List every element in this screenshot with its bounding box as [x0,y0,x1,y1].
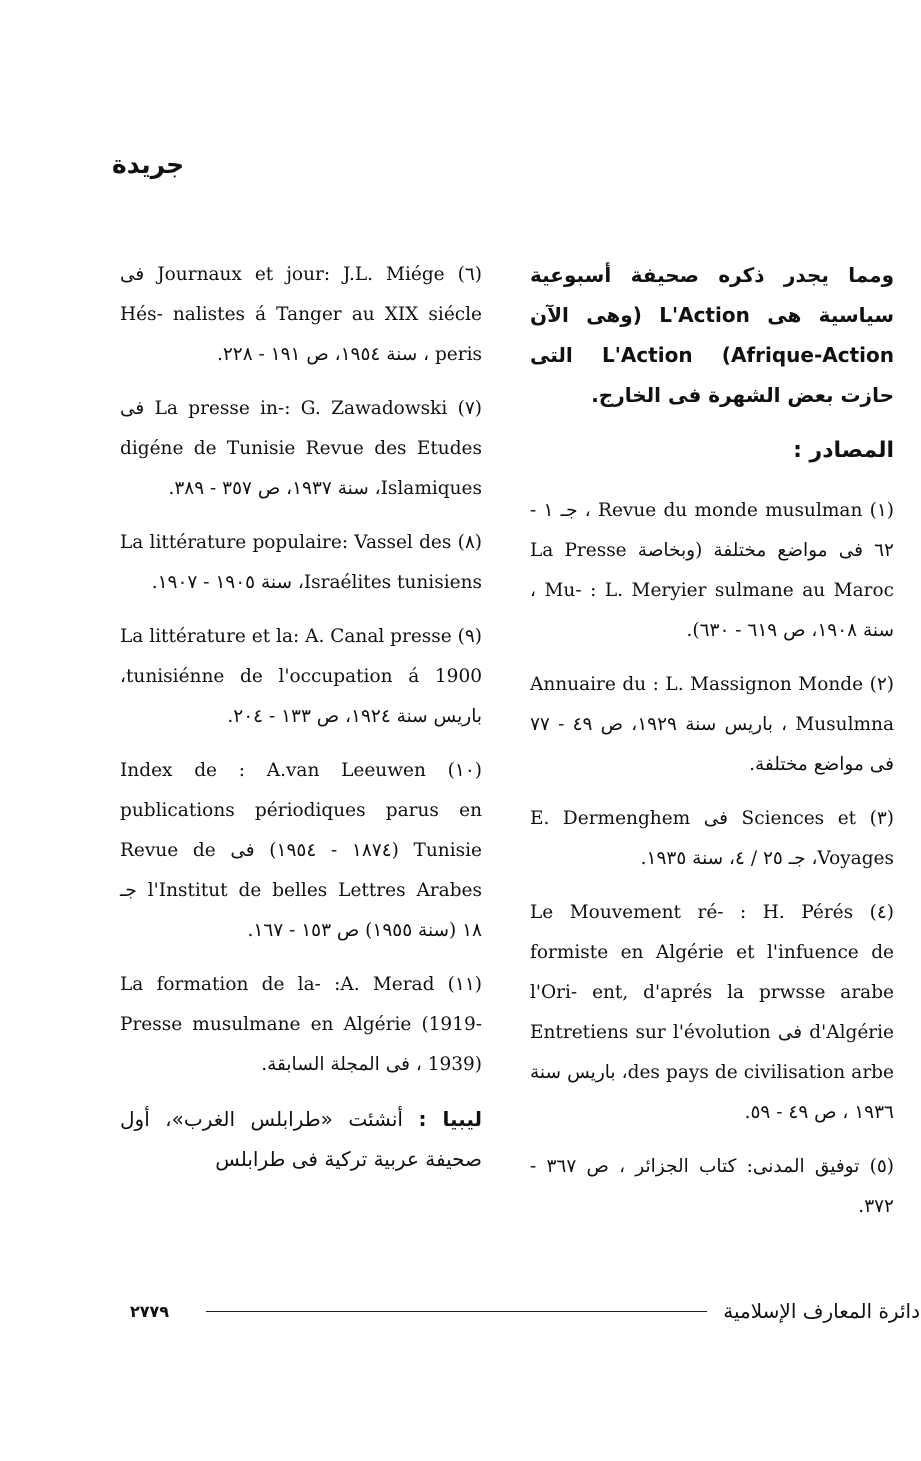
source-entry-1: (١) Revue du monde musulman ، جـ ١ - ٦٢ فى مواضع مختلفة (وبخاصة La Presse Mu- : L. Meryier sulmane au Maroc ، سنة ١٩٠٨، ص ٦١٩ - ٦٣٠). [530,500,894,641]
running-header: جريدة [112,150,185,179]
libya-label: ليبيا : [418,1107,483,1131]
right-column [530,255,894,1241]
libya-section [120,1099,482,1179]
journal-title: دائرة المعارف الإسلامية [723,1299,920,1323]
source-entry-3: (٣) Sciences et فى E. Dermenghem Voyages، جـ ٢٥ / ٤، سنة ١٩٣٥. [530,808,895,869]
page-number: ٢٧٧٩ [130,1301,170,1321]
left-column [120,255,482,1189]
sources-heading: المصادر : [793,438,894,463]
source-entry-10: (١٠) Index de : A.van Leeuwen publications périodiques parus en Tunisie (١٨٧٤ - ١٩٥٤) فى Revue de l'Institut de belles Lettres Arabes جـ ١٨ (سنة ١٩٥٥) ص ١٥٣ - ١٦٧. [120,760,482,941]
footer-rule [206,1311,707,1312]
source-entry-5: (٥) توفيق المدنى: كتاب الجزائر ، ص ٣٦٧ - ٣٧٢. [530,1156,894,1217]
source-entry-11: (١١) La formation de la- :A. Merad Presse musulmane en Algérie (1919- 1939) ، فى المجلة السابقة. [120,974,482,1075]
intro-paragraph: ومما يجدر ذكره صحيفة أسبوعية سياسية هى L'Action (وهى الآن L'Action (Afrique-Action التى حازت بعض الشهرة فى الخارج. [530,263,894,407]
libya-text: أنشئت «طرابلس الغرب»، أول صحيفة عربية تركية فى طرابلس [120,1107,482,1171]
page-footer [130,1296,920,1326]
source-entry-2: (٢) Annuaire du : L. Massignon Monde Musulmna ، باريس سنة ١٩٢٩، ص ٤٩ - ٧٧ فى مواضع مختلفة. [530,674,894,775]
source-entry-7: (٧) La presse in-: G. Zawadowski فى digéne de Tunisie Revue des Etudes Islamiques، سنة ١٩٣٧، ص ٣٥٧ - ٣٨٩. [120,398,482,499]
source-entry-4: (٤) Le Mouvement ré- : H. Pérés formiste en Algérie et l'infuence de l'Ori- ent, d'aprés la prwsse arabe d'Algérie فى Entretiens sur l'évolution des pays de civilisation arbe، باريس سنة ١٩٣٦ ، ص ٤٩ - ٥٩. [530,902,894,1123]
source-entry-6: (٦) Journaux et jour: J.L. Miége فى Hés- nalistes á Tanger au XIX siécle peris ، سنة ١٩٥٤، ص ١٩١ - ٢٢٨. [120,264,482,365]
source-entry-8: (٨) La littérature populaire: Vassel des Israélites tunisiens، سنة ١٩٠٥ - ١٩٠٧. [120,532,482,593]
source-entry-9: (٩) La littérature et la: A. Canal presse tunisiénne de l'occupation á 1900، باريس سنة ١٩٢٤، ص ١٣٣ - ٢٠٤. [120,626,482,727]
